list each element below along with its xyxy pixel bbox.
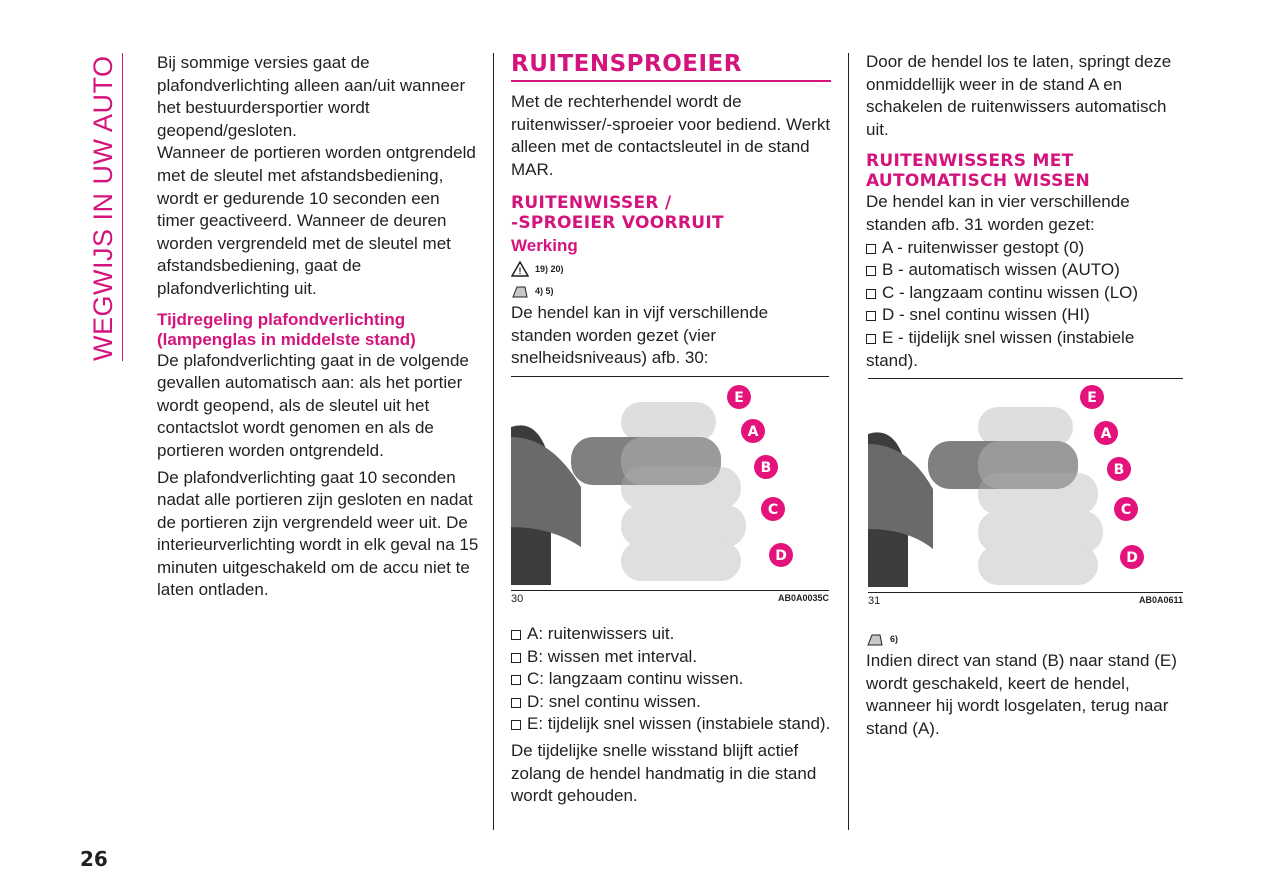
reference-numbers: 19) 20) [535,263,564,274]
checkbox-bullet-icon [511,630,521,640]
reference-numbers: 4) 5) [535,285,554,296]
heading-line: RUITENWISSERS MET [866,151,1074,172]
figure-30 [511,376,829,605]
paragraph: De plafondverlichting gaat 10 seconden nadat alle portieren zijn gesloten en nadat de portieren zijn vergrendeld weer uit. De interieurverlichting wordt in elk geval na 15 minuten uitgeschakeld om de accu niet te laten ontladen. [157,467,479,600]
figure-caption [868,595,1183,607]
car-hand-icon [511,283,529,299]
checkbox-bullet-icon [866,244,876,254]
svg-text:!: ! [518,265,522,276]
side-title-text: WEGWIJS IN UW AUTO [88,55,118,361]
list-item: C - langzaam continu wissen (LO) [866,282,1186,305]
reference-numbers: 6) [890,633,899,644]
chapter-title: RUITENSPROEIER [511,51,742,77]
side-section-title [83,53,123,361]
list-item: B - automatisch wissen (AUTO) [866,259,1186,282]
label-text: B [1113,462,1125,478]
figure-bottom-rule [511,590,829,591]
list-item: B: wissen met interval. [511,646,831,669]
column-middle [511,50,831,370]
figure-bottom-rule [868,592,1183,593]
title-underline [511,80,831,82]
warning-reference [511,258,831,280]
subheading: Werking [511,236,578,256]
paragraph: De tijdelijke snelle wisstand blijft actief zolang de hendel handmatig in die stand wordt gehouden. [511,740,817,806]
list-item: D - snel continu wissen (HI) [866,304,1186,327]
list-item: C: langzaam continu wissen. [511,668,831,691]
figure-number: 31 [868,595,881,607]
label-text: D [1126,550,1138,566]
heading-line: RUITENWISSER / [511,193,672,214]
paragraph: De plafondverlichting gaat in de volgende gevallen automatisch aan: als het portier wordt geopend, als de sleutel uit het contactslot wordt genomen en als de portieren worden ontgrendeld. [157,350,469,460]
list-item: A - ruitenwisser gestopt (0) [866,237,1186,260]
checkbox-bullet-icon [866,311,876,321]
label-text: C [1120,502,1132,518]
checkbox-bullet-icon [866,289,876,299]
wiper-lever-illustration [868,379,1183,587]
checkbox-bullet-icon [866,334,876,344]
checkbox-bullet-icon [866,266,876,276]
note-reference [511,280,831,302]
figure-31 [868,378,1183,607]
figure-caption [511,593,829,605]
page-number: 26 [80,847,108,871]
paragraph: De hendel kan in vier verschillende standen afb. 31 worden gezet: [866,192,1130,234]
column-divider [493,53,494,830]
checkbox-bullet-icon [511,720,521,730]
paragraph: Indien direct van stand (B) naar stand (E) wordt geschakeld, keert de hendel, wanneer hij wordt losgelaten, terug naar stand (A). [866,651,1177,738]
checkbox-bullet-icon [511,653,521,663]
section-heading [866,151,1186,191]
list-item: D: snel continu wissen. [511,691,831,714]
side-title-rule [122,53,123,361]
column-middle-lower [511,623,831,808]
column-right [866,51,1186,372]
section-heading [511,193,831,233]
heading-line: -SPROEIER VOORRUIT [511,213,724,234]
label-text: B [760,460,772,476]
label-text: E [1087,390,1097,406]
car-hand-icon [866,631,884,647]
checkbox-bullet-icon [511,698,521,708]
wiper-lever-illustration [511,377,829,585]
paragraph: Bij sommige versies gaat de plafondverlichting alleen aan/uit wanneer het bestuurdersportier wordt geopend/gesloten. [157,53,466,140]
label-text: A [747,424,759,440]
list-item: E: tijdelijk snel wissen (instabiele stand). [511,713,831,736]
heading-line: AUTOMATISCH WISSEN [866,171,1091,192]
paragraph: Met de rechterhendel wordt de ruitenwisser/-sproeier voor bediend. Werkt alleen met de contactsleutel in de stand MAR. [511,92,831,179]
paragraph: Door de hendel los te laten, springt deze onmiddellijk weer in de stand A en schakelen de ruitenwissers automatisch uit. [866,52,1172,139]
paragraph: Wanneer de portieren worden ontgrendeld met de sleutel met afstandsbediening, wordt er gedurende 10 seconden een timer geactiveerd. Wanneer de deuren worden vergrendeld met de sleutel met afstandsbediening, gaat de plafondverlichting uit. [157,143,476,298]
label-text: D [775,548,787,564]
section-heading: Tijdregeling plafondverlichting (lampenglas in middelste stand) [157,309,416,349]
column-divider [848,53,849,830]
column-left [157,52,482,602]
checkbox-bullet-icon [511,675,521,685]
label-text: C [767,502,779,518]
figure-number: 30 [511,593,524,605]
label-text: E [734,390,744,406]
paragraph: De hendel kan in vijf verschillende standen worden gezet (vier snelheidsniveaus) afb. 30: [511,302,769,368]
list-item: A: ruitenwissers uit. [511,623,831,646]
figure-code: AB0A0035C [777,593,829,603]
column-right-lower [866,628,1186,740]
figure-code: AB0A0611 [1138,595,1183,605]
warning-triangle-icon [511,261,529,277]
note-reference [866,628,1186,650]
label-text: A [1100,426,1112,442]
list-item: E - tijdelijk snel wissen (instabiele stand). [866,327,1135,370]
